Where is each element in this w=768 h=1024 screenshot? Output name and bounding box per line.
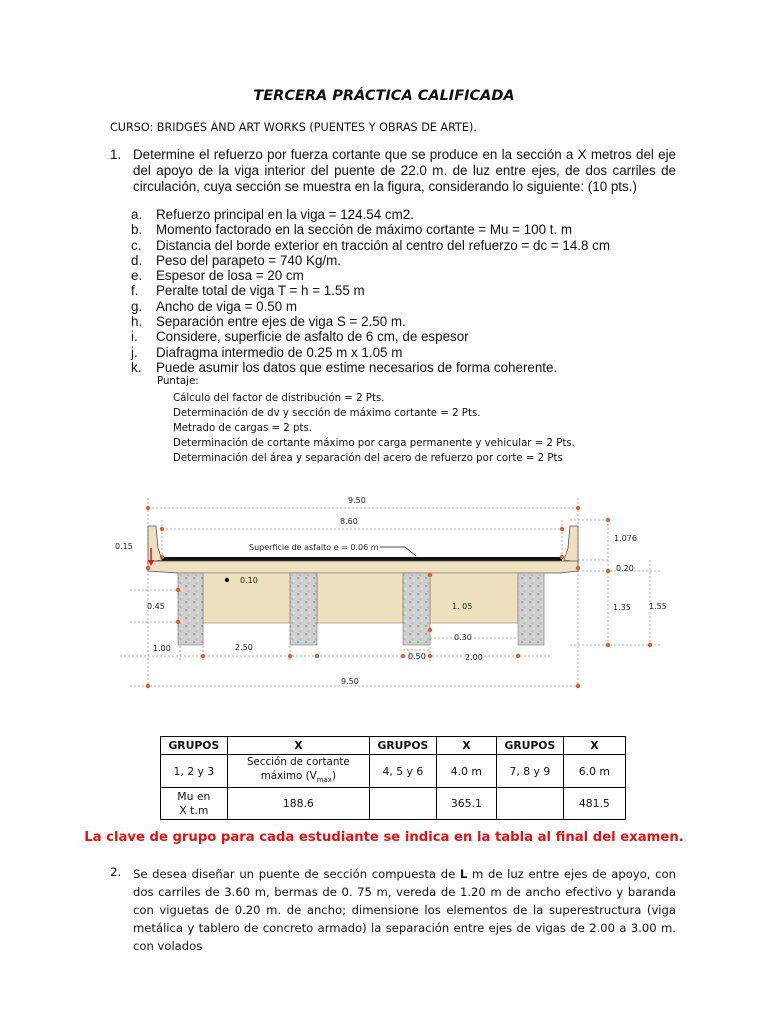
girder: [290, 573, 317, 645]
puntaje-item: Determinación del área y separación del acero de refuerzo por corte = 2 Pts: [173, 453, 563, 464]
question-1-number: 1.: [110, 147, 122, 162]
diaphragm: [317, 573, 403, 623]
puntaje-item: Cálculo del factor de distribución = 2 Pts.: [173, 393, 385, 404]
question-2-number: 2.: [110, 865, 122, 879]
list-item: h. Separación entre ejes de viga S = 2.50 m.: [131, 314, 406, 330]
dim-label: 0.30: [454, 633, 472, 642]
asphalt-layer: [162, 557, 562, 561]
group-key-note: La clave de grupo para cada estudiante se indica en la tabla al final del examen.: [84, 830, 684, 845]
dim-label: 9.50: [341, 677, 359, 686]
right-parapet: [564, 526, 578, 562]
asphalt-leader: [405, 547, 416, 556]
dim-label: 9.50: [348, 496, 366, 505]
list-item: d. Peso del parapeto = 740 Kg/m.: [131, 252, 341, 268]
question-2-text: Se desea diseñar un puente de sección compuesta de L m de luz entre ejes de apoyo, con dos carriles de 3.60 m, bermas de 0. 75 m, vereda de 1.20 m de ancho efectivo y baranda con viguetas de 0.20 m. de ancho; dimensione los elementos de la superestructura (viga metálica y tablero de concreto armado) la separación entre ejes de vigas de 2.00 a 3.00 m. con volados: [133, 867, 676, 953]
list-item: e. Espesor de losa = 20 cm: [131, 268, 304, 284]
groups-table: [160, 736, 626, 820]
diaphragm: [430, 573, 518, 623]
dim-label: 1.35: [613, 603, 631, 612]
puntaje-item: Metrado de cargas = 2 pts.: [173, 423, 313, 434]
table-header-row: GRUPOS X GRUPOS X GRUPOS X: [161, 737, 626, 755]
girder: [178, 573, 203, 645]
list-item: b. Momento factorado en la sección de máximo cortante = Mu = 100 t. m: [131, 222, 573, 238]
list-item: f. Peralte total de viga T = h = 1.55 m: [131, 283, 365, 299]
dim-label: 1.00: [153, 644, 171, 653]
table-row: 1, 2 y 3 Sección de cortante máximo $(V_{max})$ 4, 5 y 6 4.0 m 7, 8 y 9 6.0 m: [161, 755, 626, 788]
slab-point: [225, 578, 229, 582]
asphalt-label: Superficie de asfalto e = 0.06 m: [249, 543, 379, 552]
deck-slab: [148, 561, 578, 573]
dim-label: 2.50: [235, 643, 253, 652]
dim-label: 0.50: [408, 652, 426, 661]
list-item: a. Refuerzo principal en la viga = 124.54 cm2.: [131, 207, 414, 222]
dim-label: 8.60: [340, 517, 358, 526]
dim-label: 2.00: [465, 653, 483, 662]
course-line: CURSO: BRIDGES AND ART WORKS (PUENTES Y OBRAS DE ARTE).: [110, 121, 477, 134]
girder: [403, 573, 430, 645]
dim-label: 1.55: [649, 602, 667, 611]
puntaje-item: Determinación de cortante máximo por carga permanente y vehicular = 2 Pts.: [173, 438, 575, 449]
question-1-text: Determine el refuerzo por fuerza cortante que se produce en la sección a X metros del eje del apoyo de la viga interior del puente de 22.0 m. de luz entre ejes, de dos carriles de circulación, cuya sección se muestra en la figura, considerando lo siguiente: (10 pts.): [133, 147, 676, 194]
dim-label: 0.10: [240, 576, 258, 585]
girder: [518, 573, 544, 645]
dim-label: 0.45: [147, 602, 165, 611]
list-item: g. Ancho de viga = 0.50 m: [131, 298, 298, 314]
dim-label: 1. 05: [452, 602, 473, 611]
list-item: i. Considere, superficie de asfalto de 6 cm, de espesor: [131, 329, 469, 345]
dim-label: 0.20: [616, 564, 634, 573]
list-item: j. Diafragma intermedio de 0.25 m x 1.05 m: [131, 344, 403, 360]
dim-label: 0.15: [115, 542, 133, 551]
page-title: TERCERA PRÁCTICA CALIFICADA: [253, 88, 515, 104]
puntaje-label: Puntaje:: [157, 376, 199, 387]
dim-label: 1.076: [614, 534, 637, 543]
list-item: c. Distancia del borde exterior en tracción al centro del refuerzo = dc = 14.8 cm: [131, 237, 611, 253]
table-row: Mu en X t.m 188.6 365.1 481.5: [161, 788, 626, 820]
list-item: k. Puede asumir los datos que estime necesarios de forma coherente.: [131, 359, 558, 375]
puntaje-item: Determinación de dv y sección de máximo cortante = 2 Pts.: [173, 408, 481, 419]
